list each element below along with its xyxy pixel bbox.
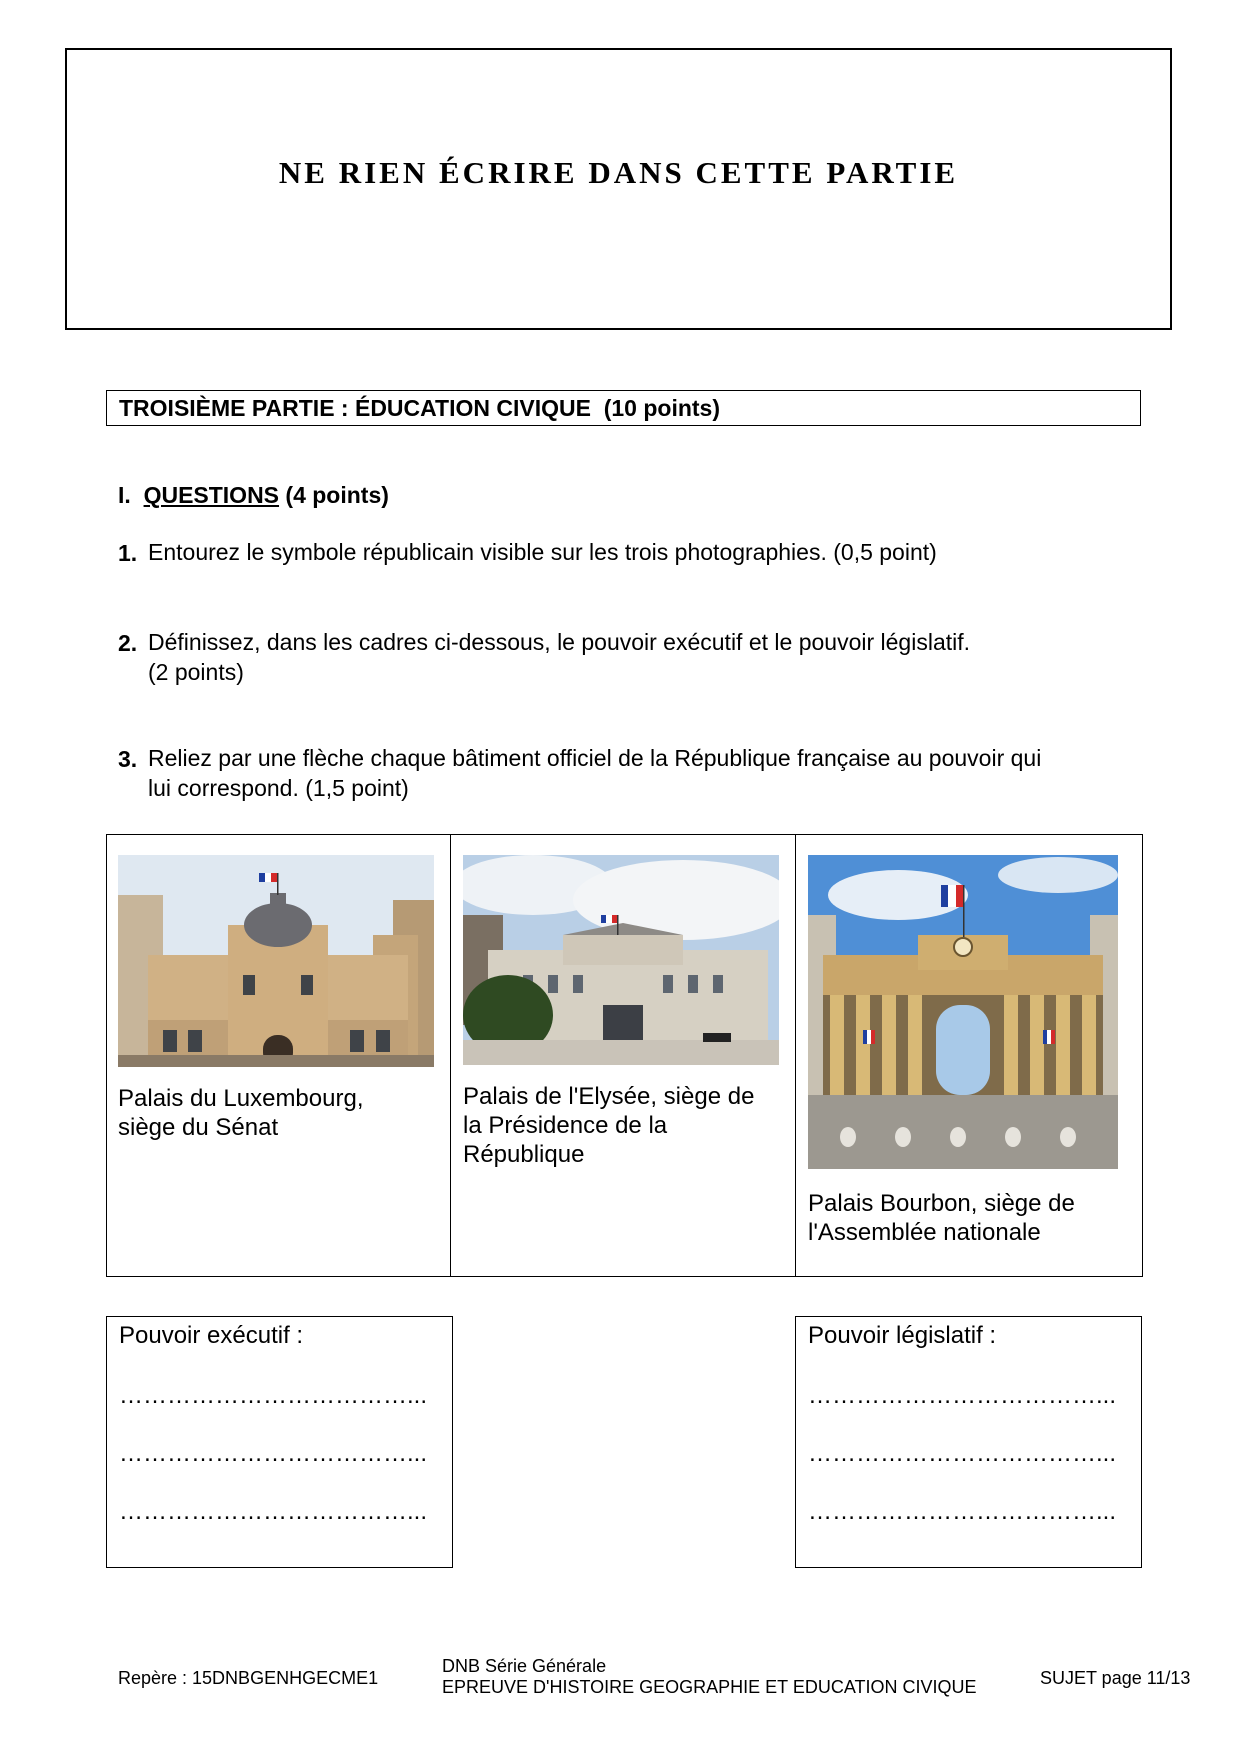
question-2-line-1: Définissez, dans les cadres ci-dessous, le pouvoir exécutif et le pouvoir législatif. — [148, 629, 971, 655]
palais-elysee-photo — [463, 855, 779, 1065]
legislative-power-label: Pouvoir législatif : — [808, 1322, 997, 1349]
table-divider — [795, 834, 796, 1277]
caption-elysee-line-2: la Présidence de la — [463, 1112, 668, 1139]
questions-numeral: I. — [118, 482, 131, 508]
questions-points: (4 points) — [279, 482, 389, 508]
caption-luxembourg-line-2: siège du Sénat — [118, 1114, 279, 1141]
answer-line[interactable]: ………………………………... — [808, 1498, 1117, 1525]
question-2-number: 2. — [118, 630, 138, 656]
question-2-line-2: (2 points) — [148, 659, 244, 685]
answer-line[interactable]: ………………………………... — [808, 1382, 1117, 1409]
caption-elysee-line-1: Palais de l'Elysée, siège de — [463, 1083, 755, 1110]
answer-line[interactable]: ………………………………... — [119, 1498, 428, 1525]
question-1-number: 1. — [118, 540, 138, 566]
caption-elysee — [463, 1082, 783, 1169]
question-3-number: 3. — [118, 746, 138, 772]
caption-bourbon — [808, 1189, 1128, 1247]
question-3-line-1: Reliez par une flèche chaque bâtiment officiel de la République française au pouvoir qui — [148, 745, 1042, 771]
footer-page-number: SUJET page 11/13 — [1040, 1668, 1191, 1688]
caption-luxembourg-line-1: Palais du Luxembourg, — [118, 1085, 364, 1112]
footer-reference: Repère : 15DNBGENHGECME1 — [118, 1668, 379, 1688]
caption-elysee-line-3: République — [463, 1141, 585, 1168]
questions-heading — [118, 482, 389, 509]
palais-bourbon-photo — [808, 855, 1118, 1169]
footer-exam — [442, 1656, 977, 1698]
table-divider — [450, 834, 451, 1277]
palais-luxembourg-photo — [118, 855, 434, 1067]
section-title: TROISIÈME PARTIE : ÉDUCATION CIVIQUE (10 points) — [106, 390, 1141, 426]
answer-line[interactable]: ………………………………... — [119, 1440, 428, 1467]
do-not-write-banner: NE RIEN ÉCRIRE DANS CETTE PARTIE — [278, 155, 959, 190]
caption-bourbon-line-1: Palais Bourbon, siège de — [808, 1190, 1075, 1217]
question-3-line-2: lui correspond. (1,5 point) — [148, 775, 409, 801]
questions-label: QUESTIONS — [143, 482, 280, 508]
question-2-text — [148, 627, 970, 687]
executive-power-label: Pouvoir exécutif : — [119, 1322, 304, 1349]
footer-exam-line-1: DNB Série Générale — [442, 1656, 607, 1676]
answer-line[interactable]: ………………………………... — [808, 1440, 1117, 1467]
caption-luxembourg — [118, 1084, 438, 1142]
question-1-line-1: Entourez le symbole républicain visible sur les trois photographies. (0,5 point) — [148, 539, 937, 565]
executive-power-box[interactable] — [106, 1316, 453, 1568]
caption-bourbon-line-2: l'Assemblée nationale — [808, 1219, 1041, 1246]
legislative-power-box[interactable] — [795, 1316, 1142, 1568]
answer-line[interactable]: ………………………………... — [119, 1382, 428, 1409]
question-3-text — [148, 743, 1041, 803]
footer-exam-line-2: EPREUVE D'HISTOIRE GEOGRAPHIE ET EDUCATION CIVIQUE — [442, 1677, 977, 1697]
question-1-text — [148, 537, 937, 567]
